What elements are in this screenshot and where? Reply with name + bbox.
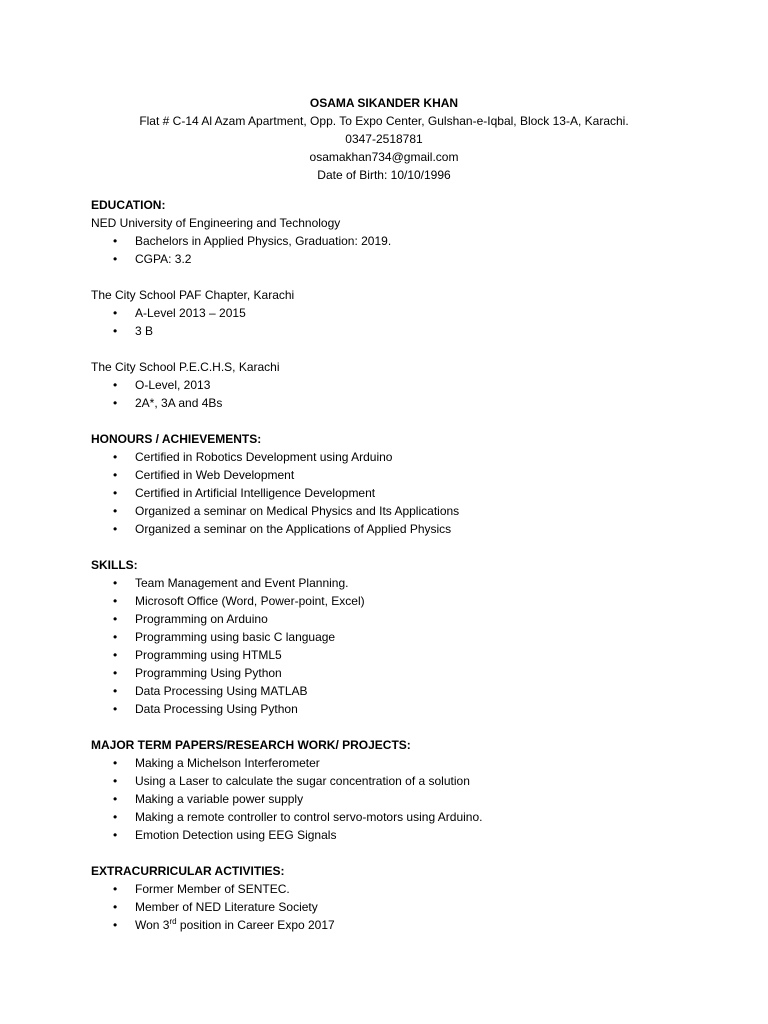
bullet-icon: • [113,504,118,518]
bullet-icon: • [113,486,118,500]
bullet-icon: • [113,594,118,608]
list-item: • Team Management and Event Planning. [113,576,349,590]
list-item: • Microsoft Office (Word, Power-point, Excel) [113,594,365,608]
list-item: • O-Level, 2013 [113,378,211,392]
list-item: • Certified in Robotics Development using Arduino [113,450,393,464]
list-item: • Certified in Web Development [113,468,295,482]
bullet-icon: • [113,918,118,932]
list-item: • Using a Laser to calculate the sugar concentration of a solution [113,774,470,788]
bullet-icon: • [113,378,118,392]
date-of-birth: Date of Birth: 10/10/1996 [317,168,451,182]
bullet-icon: • [113,882,118,896]
bullet-icon: • [113,576,118,590]
institution-name: NED University of Engineering and Technology [91,216,341,230]
bullet-icon: • [113,810,118,824]
list-item: • Bachelors in Applied Physics, Graduation: 2019. [113,234,392,248]
bullet-icon: • [113,612,118,626]
list-item: • Making a variable power supply [113,792,304,806]
bullet-icon: • [113,396,118,410]
bullet-icon: • [113,252,118,266]
bullet-icon: • [113,324,118,338]
bullet-icon: • [113,792,118,806]
education-heading: EDUCATION: [91,198,166,212]
bullet-icon: • [113,774,118,788]
bullet-icon: • [113,306,118,320]
list-item: • Programming Using Python [113,666,282,680]
bullet-icon: • [113,648,118,662]
bullet-icon: • [113,702,118,716]
bullet-icon: • [113,234,118,248]
bullet-icon: • [113,666,118,680]
candidate-name: OSAMA SIKANDER KHAN [309,96,459,110]
list-item: • 2A*, 3A and 4Bs [113,396,223,410]
email: osamakhan734@gmail.com [309,150,459,164]
list-item: • Making a remote controller to control servo-motors using Arduino. [113,810,483,824]
institution-name: The City School PAF Chapter, Karachi [91,288,295,302]
list-item: • Former Member of SENTEC. [113,882,290,896]
resume-body [91,196,731,934]
list-item: • Data Processing Using MATLAB [113,684,308,698]
list-item: • Programming using HTML5 [113,648,282,662]
bullet-icon: • [113,630,118,644]
bullet-icon: • [113,468,118,482]
bullet-icon: • [113,900,118,914]
list-item: • Organized a seminar on Medical Physics and Its Applications [113,504,460,518]
skills-heading: SKILLS: [91,558,138,572]
list-item: • Programming on Arduino [113,612,268,626]
list-item: • Certified in Artificial Intelligence Development [113,486,376,500]
honours-heading: HONOURS / ACHIEVEMENTS: [91,432,262,446]
list-item: • A-Level 2013 – 2015 [113,306,246,320]
projects-heading: MAJOR TERM PAPERS/RESEARCH WORK/ PROJECTS: [91,738,411,752]
list-item: • Data Processing Using Python [113,702,298,716]
list-item: • 3 B [113,324,154,338]
list-item: • Making a Michelson Interferometer [113,756,320,770]
institution-name: The City School P.E.C.H.S, Karachi [91,360,280,374]
list-item: • Member of NED Literature Society [113,900,318,914]
list-item: • Won 3rd position in Career Expo 2017 [113,917,335,932]
list-item: • Programming using basic C language [113,630,336,644]
list-item: • Organized a seminar on the Applications of Applied Physics [113,522,452,536]
bullet-icon: • [113,756,118,770]
extracurricular-heading: EXTRACURRICULAR ACTIVITIES: [91,864,285,878]
bullet-icon: • [113,828,118,842]
resume-header [0,94,768,184]
list-item: • Emotion Detection using EEG Signals [113,828,337,842]
bullet-icon: • [113,450,118,464]
list-item: • CGPA: 3.2 [113,252,192,266]
bullet-icon: • [113,522,118,536]
bullet-icon: • [113,684,118,698]
address: Flat # C-14 Al Azam Apartment, Opp. To Expo Center, Gulshan-e-Iqbal, Block 13-A, Karachi. [139,114,629,128]
phone: 0347-2518781 [345,132,423,146]
